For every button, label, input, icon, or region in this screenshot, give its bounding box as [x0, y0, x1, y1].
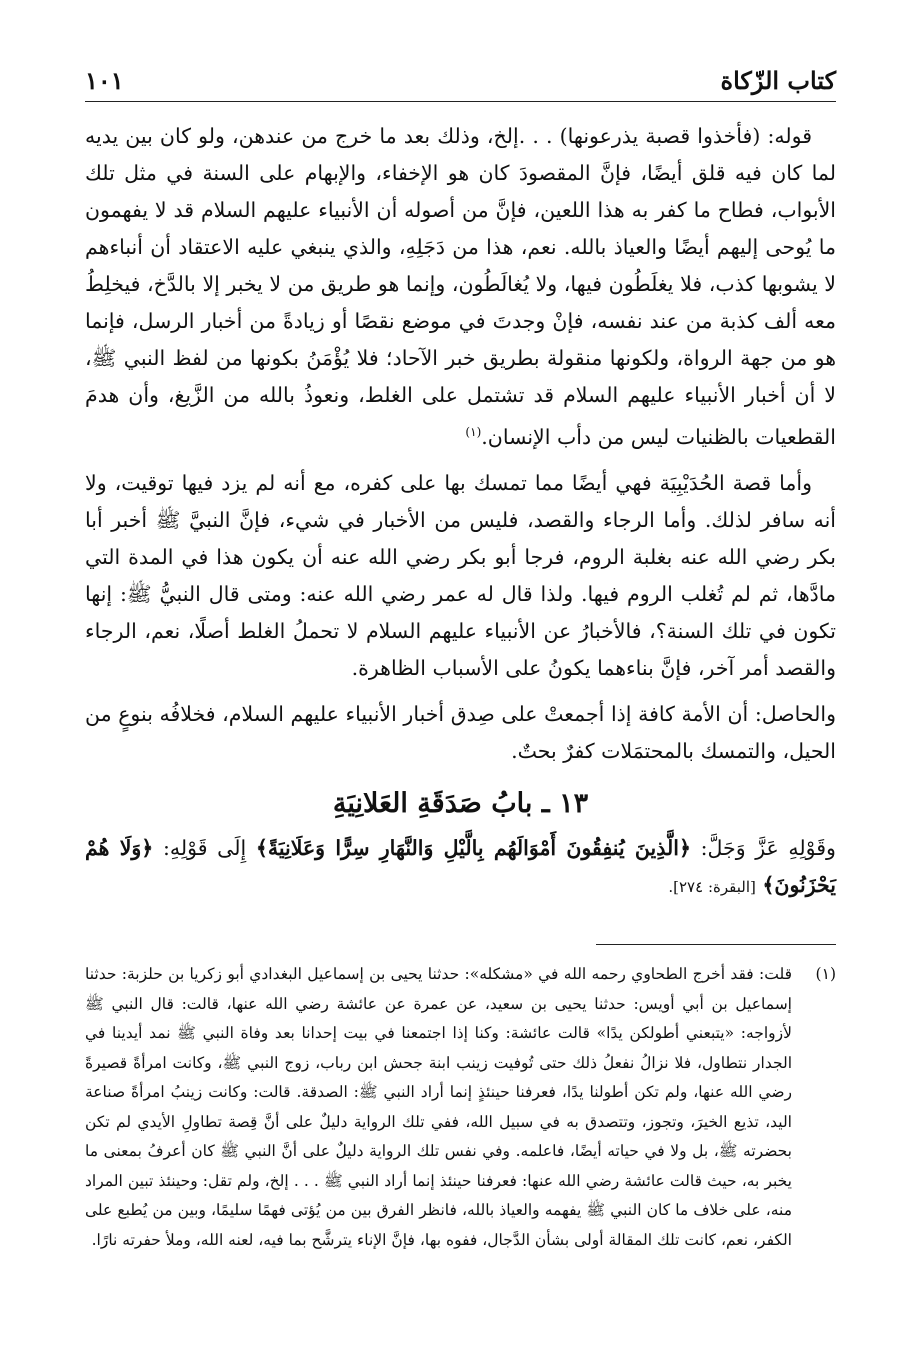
paragraph-1: [85, 118, 836, 456]
verse-mid: إِلَى قَوْلِهِ:: [162, 836, 247, 860]
verse-reference: [البقرة: ٢٧٤].: [668, 878, 756, 896]
footnote-divider: [596, 944, 836, 945]
page-number: ١٠١: [85, 66, 124, 95]
footnote-marker: (١): [465, 425, 482, 439]
book-title: كتاب الزّكاة: [720, 66, 836, 95]
page-header: [85, 58, 836, 102]
verse-intro: وقَوْلِهِ عَزَّ وَجَلَّ:: [700, 836, 836, 860]
footnote-text: قلت: فقد أخرج الطحاوي رحمه الله في «مشكله»: حدثنا يحيى بن إسماعيل البغدادي أبو زكريا بن حلزبة: حدثنا إسماعيل بن أبي أويس: حدثنا يحيى بن سعيد، عن عمرة عن عائشة رضي الله عنها، قالت: قال النبي ﷺ لأزواجه: «يتبعني أطولكن يدًا» قالت عائشة: وكنا إذا اجتمعنا في بيت إحدانا بعد وفاة النبي ﷺ نمد أيدينا في الجدار نتطاول، فلا نزالُ نفعلُ ذلك حتى تُوفيت زينب ابنة جحش ابن رباب، زوج النبي ﷺ، وكانت امرأةً قصيرةً رضي الله عنها، ولم تكن أطولنا يدًا، فعرفنا حينئذٍ إنما أراد النبي ﷺ: الصدقة. قالت: وكانت زينبُ امرأةً صناعة اليد، تذيع الخيرَ، وتجوز، وتتصدق به في سبيل الله، ففي تلك الرواية دليلٌ على أنَّ قِصة تطاولِ الأيدي لم تكن بحضرته ﷺ، بل ولا في حياته أيضًا، فاعلمه. وفي نفس تلك الرواية دليلٌ على أنَّ النبي ﷺ كان أعرفُ بمعنى ما يخبر به، حيث قالت عائشة رضي الله عنها: فعرفنا حينئذ إنما أراد النبي ﷺ . . . إلخ، ولم تقل: وحينئذ تبين المراد منه، على خلاف ما كان النبي ﷺ يفهمه والعياذ بالله، فانظر الفرق بين من يُؤتى فهمًا سليمًا، وبين من يُطبع على الكفر، نعم، كانت تلك المقالة أولى بشأن الدَّجال، ففوه بها، فإنَّ الإناء يترشَّح بما فيه، لعنه الله، وملأ حفرته نارًا.: [85, 965, 792, 1249]
paragraph-1-text: قوله: (فأخذوا قصبة يذرعونها) . . .إلخ، وذلك بعد ما خرج من عندهن، ولو كان بين يديه لما كان فيه قلق أيضًا، فإنَّ المقصودَ كان هو الإخفاء، والإبهام على السنة في مثل تلك الأبواب، فطاح ما كفر به هذا اللعين، فإنَّ من أصوله أن الأنبياء عليهم السلام قد لا يفهمون ما يُوحى إليهم أيضًا والعياذ بالله. نعم، هذا من دَجَلِهِ، والذي ينبغي عليه الاعتقاد أن أنباءهم لا يشوبها كذب، فلا يغلَطُون فيها، ولا يُغالَطُون، وإنما هو طريق من لا يخبر إلا بالدَّخ، فيخلِطُ معه ألف كذبة من عند نفسه، فإنْ وجدتَ في موضع نقصًا أو زيادةً من أخبار الرسل، فإنما هو من جهة الرواة، ولكونها منقولة بطريق خبر الآحاد؛ فلا يُؤْمَنُ بكونها من لفظ النبي ﷺ، لا أن أخبار الأنبياء عليهم السلام قد تشتمل على الغلط، ونعوذُ بالله من الزَّيغ، وأن هدمَ القطعيات بالظنيات ليس من دأب الإنسان.: [85, 124, 836, 449]
quran-verse-2: ﴿وَلَا هُمْ يَحْزَنُونَ﴾: [85, 836, 836, 897]
paragraph-3: والحاصل: أن الأمة كافة إذا أجمعتْ على صِدق أخبار الأنبياء عليهم السلام، فخلافُه بنوعٍ من الحيل، والتمسك بالمحتمَلات كفرٌ بحتٌ.: [85, 701, 836, 763]
quran-verse-1: ﴿الَّذِينَ يُنفِقُونَ أَمْوَالَهُم بِالَّيْلِ وَالنَّهَارِ سِرًّا وَعَلَانِيَةً﴾: [255, 836, 691, 860]
main-text: [85, 118, 836, 779]
chapter-title: ١٣ ـ بابُ صَدَقَةِ العَلانِيَةِ: [332, 788, 589, 819]
paragraph-2: وأما قصة الحُدَيْبِيَة فهي أيضًا مما تمسك بها على كفره، مع أنه لم يزد فيها توقيت، ولا أنه سافر لذلك. وأما الرجاء والقصد، فليس من الأخبار في شيء، فإنَّ النبيَّ ﷺ أخبر أبا بكر رضي الله عنه بغلبة الروم، فرجا أبو بكر رضي الله عنه أن يكون هذا في المدة التي مادَّها، ثم لم تُغلب الروم فيها. ولذا قال له عمر رضي الله عنه: ومتى قال النبيُّ ﷺ: إنها تكون في تلك السنة؟، فالأخبارُ عن الأنبياء عليهم السلام لا تحملُ الغلط أصلًا، نعم، الرجاء والقصد أمر آخر، فإنَّ بناءهما يكونُ على الأسباب الظاهرة.: [85, 470, 836, 680]
chapter-verse: [85, 830, 836, 906]
footnote: [85, 960, 836, 1255]
footnote-number: (١): [815, 965, 836, 983]
